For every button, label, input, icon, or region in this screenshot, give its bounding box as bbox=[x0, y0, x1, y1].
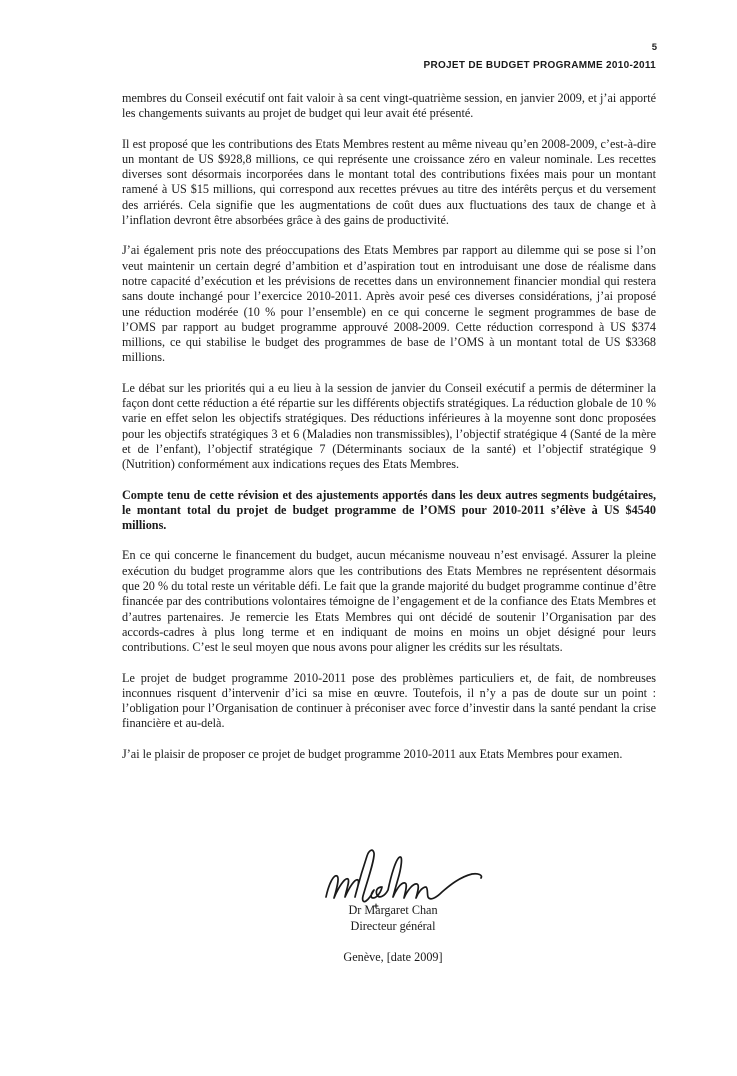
body-paragraph: J’ai également pris note des préoccupations des Etats Membres par rapport au dilemme qui se pose si l’on veut maintenir un certain degré d’ambition et d’aspiration tout en introduisant une dose de réalisme dans notre capacité d’exécution et les prévisions de recettes dans un environnement financier mondial qui restera sans doute inchangé pour l’exercice 2010-2011. Après avoir pesé ces diverses considérations, j’ai proposé une réduction modérée (10 % pour l’ensemble) en ce qui concerne le segment programmes de base de l’OMS par rapport au budget programme approuvé 2008-2009. Cette réduction correspond à US $374 millions, ce qui stabilise le budget des programmes de base de l’OMS à un montant total de US $3368 millions. bbox=[122, 243, 656, 365]
signature-block bbox=[253, 903, 533, 966]
body-paragraph: Il est proposé que les contributions des Etats Membres restent au même niveau qu’en 2008-2009, c’est-à-dire un montant de US $928,8 millions, ce qui représente une croissance zéro en valeur nominale. Les recettes diverses sont désormais incorporées dans le montant total des contributions fixées mais pour un montant ramené à US $15 millions, qui correspond aux recettes prévues au titre des intérêts perçus et du versement des arriérés. Cela signifie que les augmentations de coût dues aux fluctuations des taux de change et à l’inflation devront être absorbées grâce à des gains de productivité. bbox=[122, 136, 656, 228]
body-paragraph: membres du Conseil exécutif ont fait valoir à sa cent vingt-quatrième session, en janvier 2009, et j’ai apporté les changements suivants au projet de budget qui leur avait été présenté. bbox=[122, 91, 656, 121]
body-paragraph-emphasis: Compte tenu de cette révision et des ajustements apportés dans les deux autres segments budgétaires, le montant total du projet de budget programme de l’OMS pour 2010-2011 s’élève à US $4540 millions. bbox=[122, 487, 656, 533]
body-paragraph: J’ai le plaisir de proposer ce projet de budget programme 2010-2011 aux Etats Membres pour examen. bbox=[122, 746, 623, 761]
body-paragraph: Le débat sur les priorités qui a eu lieu à la session de janvier du Conseil exécutif a permis de déterminer la façon dont cette réduction a été répartie sur les différents objectifs stratégiques. La réduction globale de 10 % varie en effet selon les objectifs stratégiques. Des réductions inférieures à la moyenne sont donc proposées pour les objectifs stratégiques 3 et 6 (Maladies non transmissibles), l’objectif stratégique 4 (Santé de la mère et de l’enfant), l’objectif stratégique 7 (Déterminants sociaux de la santé) et l’objectif stratégique 9 (Nutrition) conformément aux indications reçues des Etats Membres. bbox=[122, 380, 656, 472]
signatory-name: Dr Margaret Chan bbox=[348, 903, 438, 917]
letter-body bbox=[122, 91, 656, 777]
signatory-title: Directeur général bbox=[350, 918, 436, 933]
place-date-line: Genève, [date 2009] bbox=[343, 950, 443, 964]
running-header: PROJET DE BUDGET PROGRAMME 2010-2011 bbox=[423, 60, 656, 71]
body-paragraph: Le projet de budget programme 2010-2011 pose des problèmes particuliers et, de fait, de nombreuses inconnues risquent d’intervenir d’ici sa mise en œuvre. Toutefois, il n’y a pas de doute sur un point : l’obligation pour l’Organisation de continuer à préconiser avec force d’investir dans la santé pendant la crise financière et au-delà. bbox=[122, 670, 656, 731]
page-number: 5 bbox=[651, 42, 657, 53]
body-paragraph: En ce qui concerne le financement du budget, aucun mécanisme nouveau n’est envisagé. Assurer la pleine exécution du budget programme alors que les contributions des Etats Membres ne représentent désormais que 20 % du total reste un véritable défi. Le fait que la grande majorité du budget programme continue d’être financée par des contributions volontaires témoigne de l’engagement et de la confiance des Etats Membres et d’autres partenaires. Je remercie les Etats Membres qui ont décidé de soutenir l’Organisation par des accords-cadres à plus long terme et en indiquant de moins en moins un objet désigné pour leurs contributions. C’est le seul moyen que nous avons pour aligner les crédits sur les résultats. bbox=[122, 548, 656, 655]
